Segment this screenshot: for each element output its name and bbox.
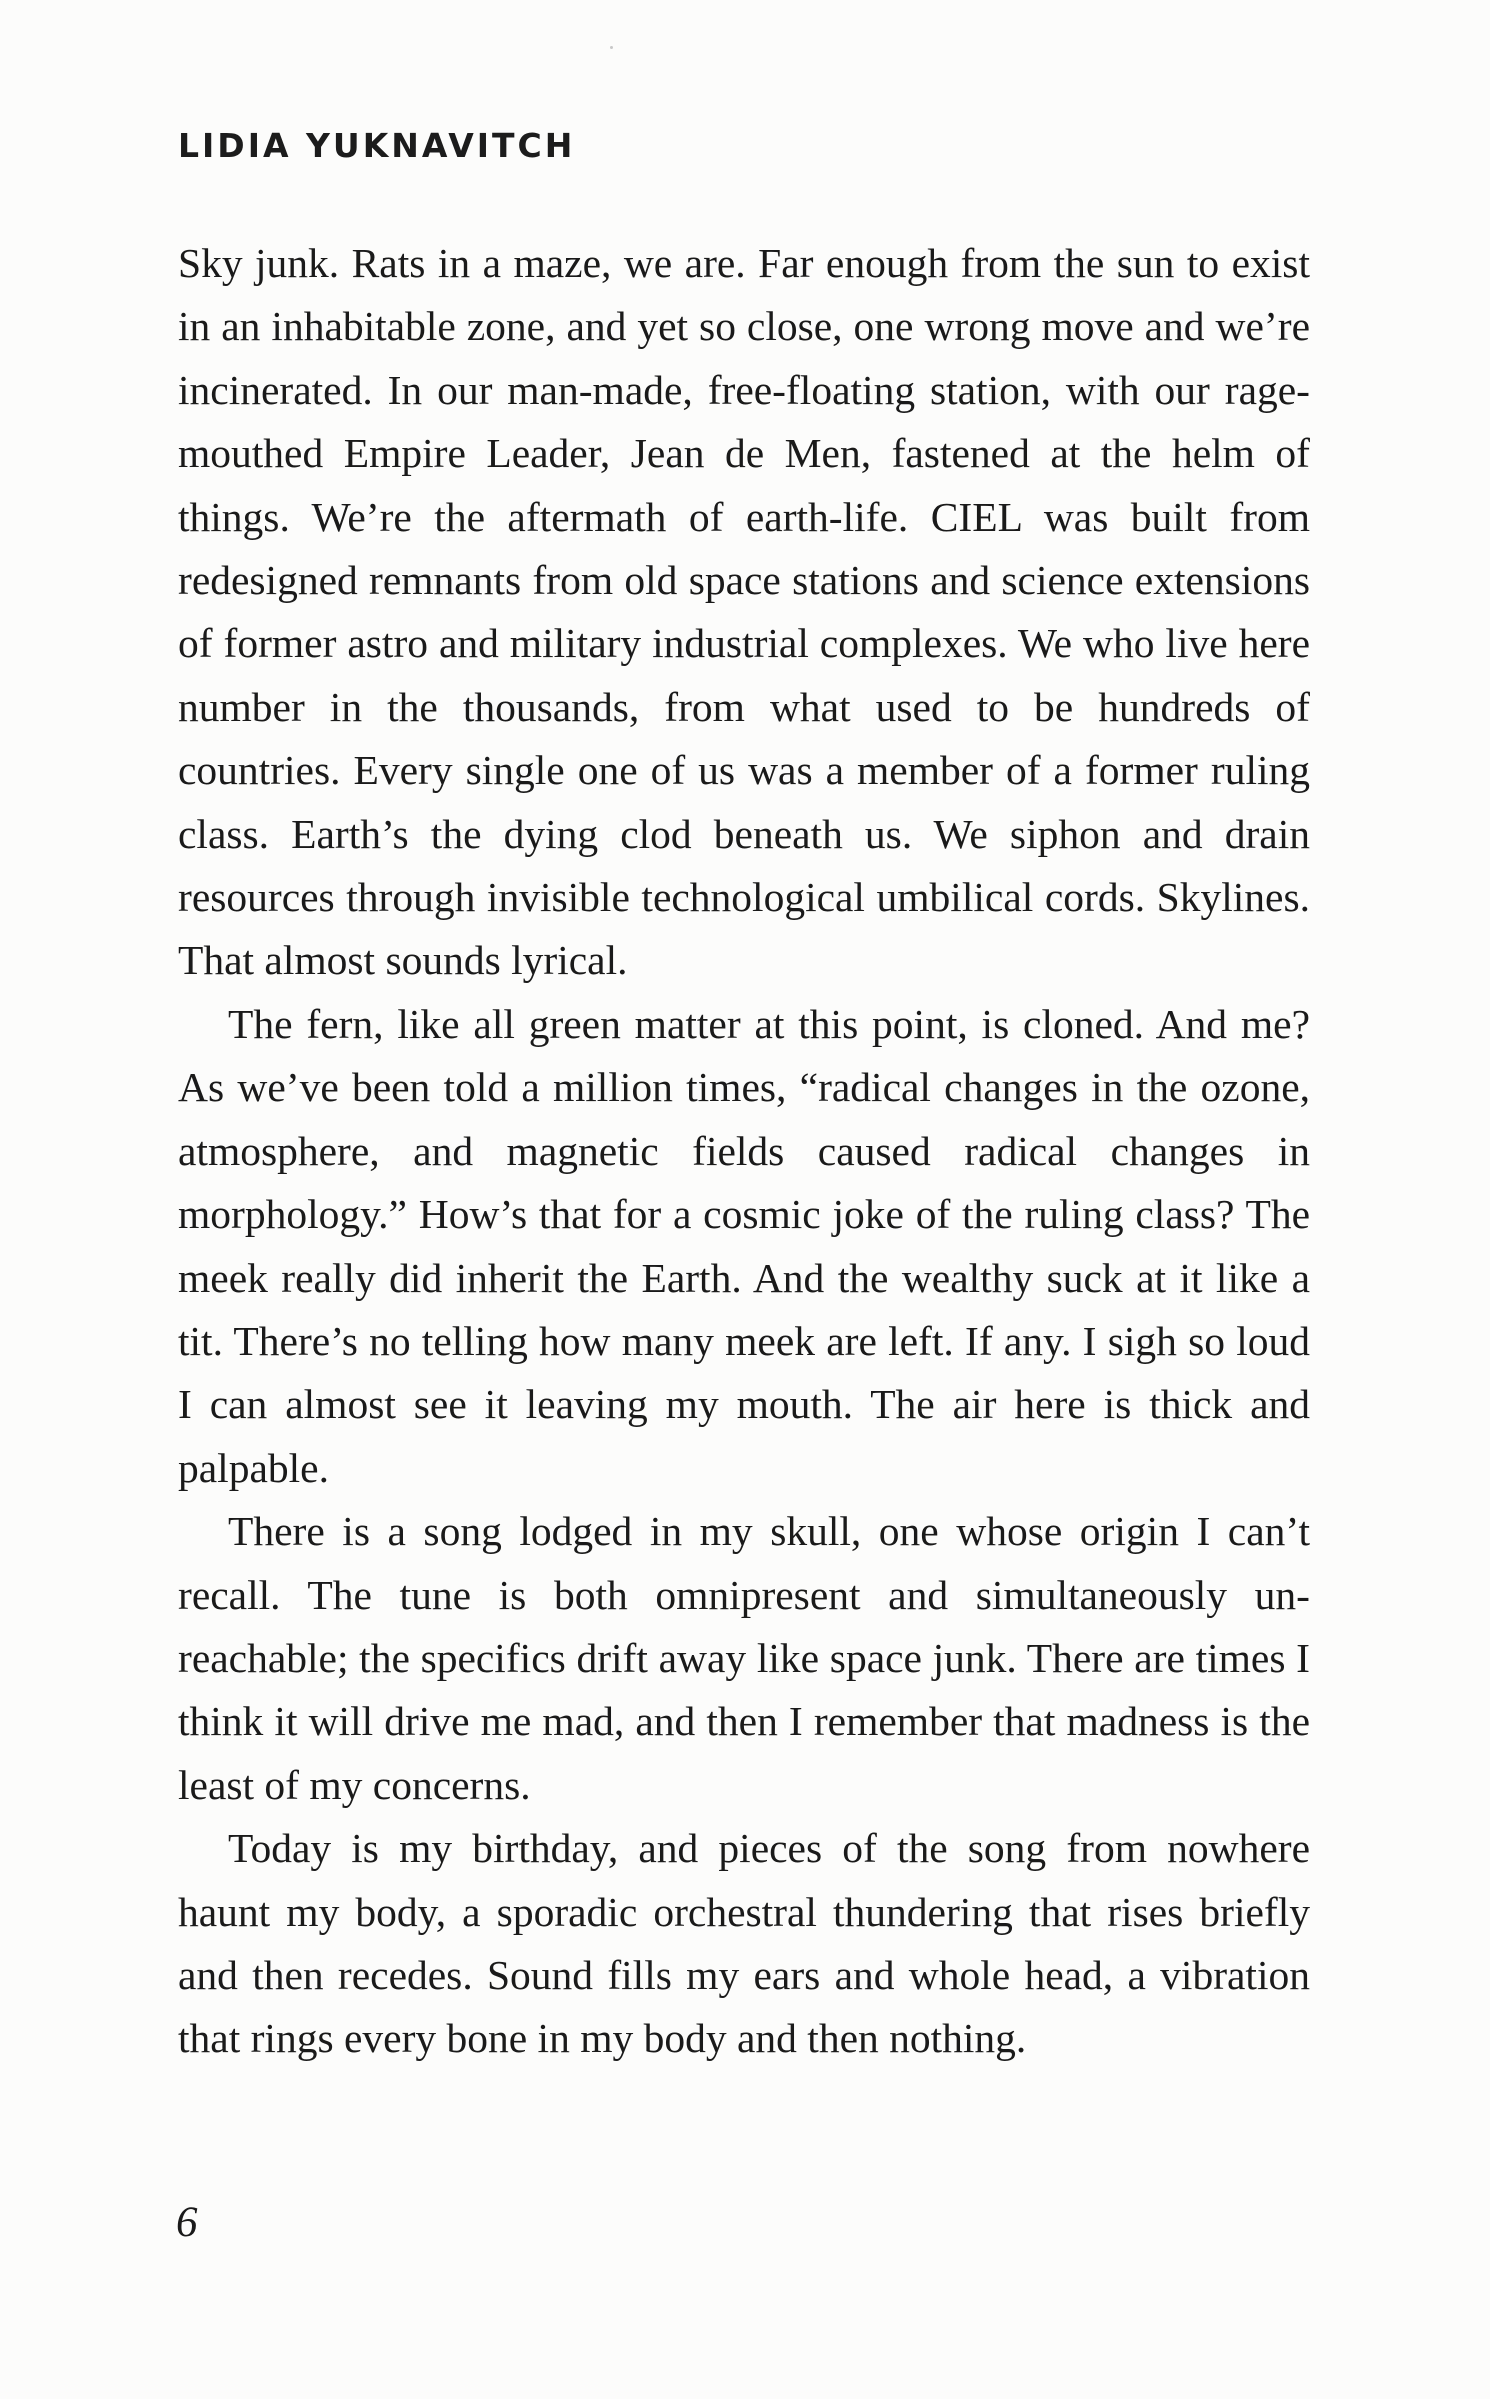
running-head-author: LIDIA YUKNAVITCH — [178, 126, 576, 165]
paragraph-1: Sky junk. Rats in a maze, we are. Far enough from the sun to exist in an inhabitable zone, and yet so close, one wrong move and we’re incinerated. In our man-made, free-floating station, with our rage-mouthed Empire Leader, Jean de Men, fastened at the helm of things. We’re the aftermath of earth-life. CIEL was built from redesigned remnants from old space stations and science extensions of former astro and military industrial complexes. We who live here number in the thousands, from what used to be hundreds of countries. Every single one of us was a member of a former ruling class. Earth’s the dying clod beneath us. We siphon and drain resources through invisible technological umbilical cords. Skylines. That almost sounds lyrical. — [178, 240, 1310, 984]
paragraph-4: Today is my birthday, and pieces of the song from nowhere haunt my body, a sporadic orchestral thundering that rises briefly and then recedes. Sound fills my ears and whole head, a vibration that rings every bone in my body and then nothing. — [178, 1825, 1310, 2062]
body-text — [178, 232, 1310, 2071]
paragraph-3: There is a song lodged in my skull, one whose origin I can’t recall. The tune is both omnipresent and simultaneously unreachable; the specifics drift away like space junk. There are times I think it will drive me mad, and then I remember that madness is the least of my concerns. — [178, 1508, 1310, 1808]
scan-speck — [610, 46, 613, 49]
paragraph-2: The fern, like all green matter at this point, is cloned. And me? As we’ve been told a million times, “radical changes in the ozone, atmosphere, and magnetic fields caused radical changes in morphology.” How’s that for a cosmic joke of the ruling class? The meek really did inherit the Earth. And the wealthy suck at it like a tit. There’s no telling how many meek are left. If any. I sigh so loud I can almost see it leaving my mouth. The air here is thick and palpable. — [178, 1000, 1310, 1491]
page-number: 6 — [176, 2199, 198, 2246]
